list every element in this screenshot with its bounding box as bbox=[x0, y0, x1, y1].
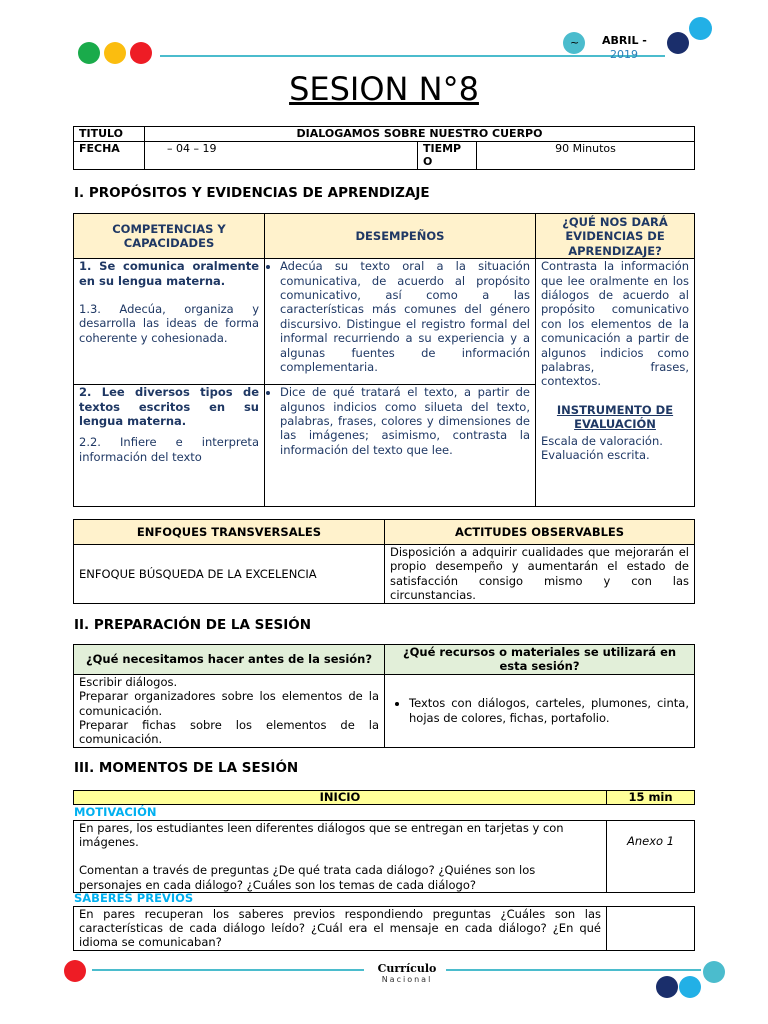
instrumento-title: INSTRUMENTO DE EVALUACIÓN bbox=[556, 402, 674, 432]
motivacion-table bbox=[73, 820, 695, 893]
prep-line: Escribir diálogos. bbox=[79, 674, 178, 689]
instrumento-text: Escala de valoración. Evaluación escrita. bbox=[541, 433, 663, 463]
col-enfoques: ENFOQUES TRANSVERSALES bbox=[74, 520, 385, 545]
col-desempenos: DESEMPEÑOS bbox=[265, 214, 536, 259]
navy-dot-footer-icon bbox=[656, 976, 678, 998]
row2-comp-title: 2. Lee diversos tipos de textos escritos en su lengua materna. bbox=[79, 385, 259, 429]
motivacion-cell bbox=[74, 821, 607, 893]
prep-line: Preparar fichas sobre los elementos de la comunicación. bbox=[79, 718, 379, 747]
cyan-dot-icon bbox=[689, 17, 712, 40]
row1-desempeno-text: • Adecúa su texto oral a la situación comunicativa, de acuerdo al propósito comunicativo, así como a las características más comunes del género discursivo. Distingue el registro formal del informal recurriendo a su experiencia y a algunas fuentes de información complementaria. bbox=[280, 259, 530, 374]
row1-desempeno bbox=[265, 259, 536, 385]
footer-line-right bbox=[446, 969, 701, 971]
enfoques-table bbox=[73, 519, 695, 604]
anexo-text: Anexo 1 bbox=[626, 834, 675, 848]
actitud-value: Disposición a adquirir cualidades que mejorarán el propio desempeño y aumentarán el estado de satisfacción consigo mismo y con las circunstancias. bbox=[385, 545, 695, 604]
col-actitudes: ACTITUDES OBSERVABLES bbox=[385, 520, 695, 545]
logo-line1: Currículo bbox=[377, 962, 437, 975]
fecha-label: FECHA bbox=[74, 142, 145, 170]
saberes-label: SABERES PREVIOS bbox=[74, 891, 194, 905]
prep-cell bbox=[74, 674, 385, 747]
red-dot-icon bbox=[130, 42, 152, 64]
competencias-table bbox=[73, 213, 695, 507]
row2-competencia bbox=[74, 385, 265, 507]
motivacion-p2: Comentan a través de preguntas ¿De qué trata cada diálogo? ¿Quiénes son los personajes en cada diálogo? ¿Cuáles son los temas de cada diálogo? bbox=[79, 863, 536, 892]
inicio-label: INICIO bbox=[74, 791, 607, 805]
green-dot-icon bbox=[78, 42, 100, 64]
preparacion-table bbox=[73, 644, 695, 748]
col-antes: ¿Qué necesitamos hacer antes de la sesión? bbox=[74, 645, 385, 675]
curriculo-logo bbox=[372, 963, 442, 984]
teal-dot-footer-icon bbox=[703, 961, 725, 983]
anexo-cell bbox=[607, 821, 695, 893]
header-line bbox=[160, 55, 665, 57]
section3-heading: III. MOMENTOS DE LA SESIÓN bbox=[74, 760, 299, 776]
yellow-dot-icon bbox=[104, 42, 126, 64]
inicio-time: 15 min bbox=[607, 791, 695, 805]
navy-dot-icon bbox=[667, 32, 689, 54]
section1-heading: I. PROPÓSITOS Y EVIDENCIAS DE APRENDIZAJE bbox=[74, 185, 430, 201]
tiempo-label: TIEMP O bbox=[418, 142, 477, 170]
inicio-bar bbox=[73, 790, 695, 805]
cyan-dot-footer-icon bbox=[679, 976, 701, 998]
header-small-mark: ~ bbox=[570, 36, 580, 49]
page-title-text: SESION N°8 bbox=[289, 70, 479, 108]
col-competencias: COMPETENCIAS Y CAPACIDADES bbox=[74, 214, 265, 259]
section2-heading: II. PREPARACIÓN DE LA SESIÓN bbox=[74, 617, 312, 633]
row2-desempeno-text: • Dice de qué tratará el texto, a partir de algunos indicios como silueta del texto, palabras, frases, colores y dimensiones de las imágenes; asimismo, contrasta la información del texto que lee. bbox=[280, 385, 530, 457]
titulo-label: TITULO bbox=[74, 127, 145, 142]
saberes-table bbox=[73, 906, 695, 951]
saberes-cell: En pares recuperan los saberes previos respondiendo preguntas ¿Cuáles son las características de cada diálogo leído? ¿Cuál era el mensaje en cada diálogo? ¿En qué idioma se comunicaban? bbox=[74, 907, 607, 951]
page-title bbox=[0, 70, 768, 108]
col-evidencias: ¿QUÉ NOS DARÁ EVIDENCIAS DE APRENDIZAJE? bbox=[536, 214, 695, 259]
tiempo-value: 90 Minutos bbox=[477, 142, 695, 170]
prep-line: Preparar organizadores sobre los elementos de la comunicación. bbox=[79, 689, 379, 718]
header-date-year: 2019 bbox=[610, 48, 638, 61]
logo-line2: Nacional bbox=[381, 975, 433, 984]
recursos-cell bbox=[385, 674, 695, 747]
row2-cap: 2.2. Infiere e interpreta información del texto bbox=[79, 435, 259, 464]
fecha-value-text: – 04 – 19 bbox=[167, 142, 217, 155]
motivacion-label: MOTIVACIÓN bbox=[74, 805, 157, 819]
row1-cap: 1.3. Adecúa, organiza y desarrolla las ideas de forma coherente y cohesionada. bbox=[79, 302, 259, 345]
saberes-empty-cell bbox=[607, 907, 695, 951]
enfoque-value: ENFOQUE BÚSQUEDA DE LA EXCELENCIA bbox=[74, 545, 385, 604]
evidencia-text: Contrasta la información que lee oralmente en los diálogos de acuerdo al propósito comunicativo con los elementos de la comunicación a partir de algunos indicios como palabras, frases, contextos. bbox=[541, 259, 689, 389]
fecha-value bbox=[145, 142, 418, 170]
info-table bbox=[73, 126, 695, 170]
row1-competencia bbox=[74, 259, 265, 385]
footer-line-left bbox=[92, 969, 364, 971]
row1-comp-title: 1. Se comunica oralmente en su lengua materna. bbox=[79, 259, 259, 288]
motivacion-p1: En pares, los estudiantes leen diferentes diálogos que se entregan en tarjetas y con imágenes. bbox=[79, 821, 564, 850]
red-dot-footer-icon bbox=[64, 960, 86, 982]
titulo-value: DIALOGAMOS SOBRE NUESTRO CUERPO bbox=[145, 127, 695, 142]
header-date-month: ABRIL - bbox=[602, 34, 647, 47]
evidencia-cell bbox=[536, 259, 695, 507]
row2-desempeno bbox=[265, 385, 536, 507]
recursos-text: • Textos con diálogos, carteles, plumones, cinta, hojas de colores, fichas, portafolio. bbox=[409, 696, 689, 725]
col-recursos: ¿Qué recursos o materiales se utilizará en esta sesión? bbox=[385, 645, 695, 675]
